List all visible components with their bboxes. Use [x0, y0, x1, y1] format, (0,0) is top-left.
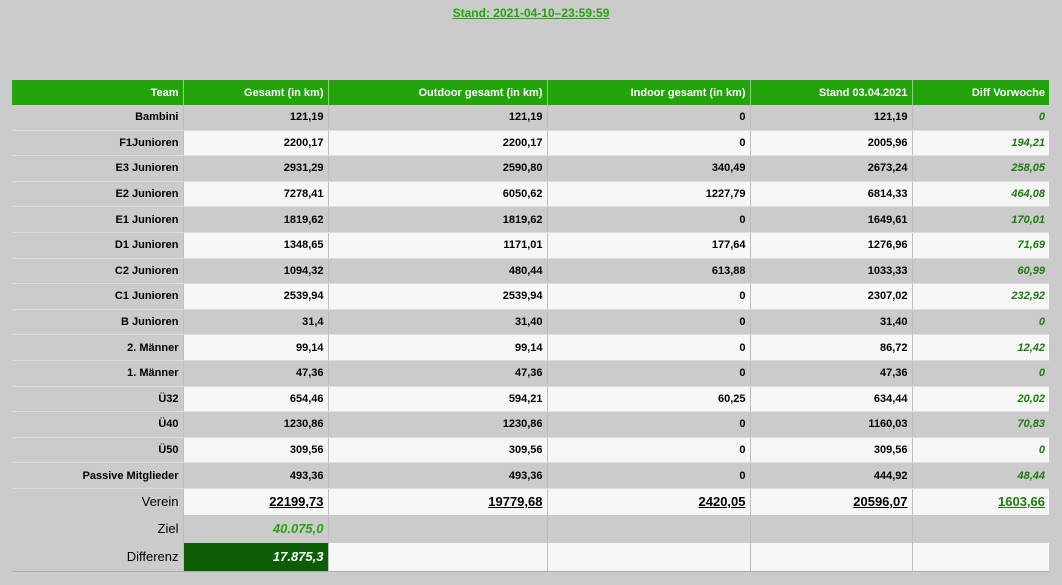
team-cell: D1 Junioren — [12, 232, 183, 258]
empty-cell — [547, 543, 750, 572]
table-row — [12, 437, 1049, 463]
header-diff: Diff Vorwoche — [912, 80, 1049, 105]
total-outdoor: 19779,68 — [328, 488, 547, 515]
stand-cell: 444,92 — [750, 463, 912, 489]
differenz-row — [12, 543, 1049, 572]
total-diff: 1603,66 — [912, 488, 1049, 515]
team-cell: C1 Junioren — [12, 284, 183, 310]
diff-cell: 0 — [912, 360, 1049, 386]
table-row — [12, 309, 1049, 335]
gesamt-cell: 493,36 — [183, 463, 328, 489]
stand-cell: 86,72 — [750, 335, 912, 361]
gesamt-cell: 1348,65 — [183, 232, 328, 258]
stand-cell: 634,44 — [750, 386, 912, 412]
indoor-cell: 0 — [547, 463, 750, 489]
stand-timestamp: Stand: 2021-04-10–23:59:59 — [452, 6, 610, 20]
stand-cell: 121,19 — [750, 105, 912, 130]
table-row — [12, 207, 1049, 233]
outdoor-cell: 309,56 — [328, 437, 547, 463]
diff-cell: 170,01 — [912, 207, 1049, 233]
outdoor-cell: 47,36 — [328, 360, 547, 386]
indoor-cell: 0 — [547, 130, 750, 156]
team-cell: 2. Männer — [12, 335, 183, 361]
total-row — [12, 488, 1049, 515]
gesamt-cell: 99,14 — [183, 335, 328, 361]
gesamt-cell: 47,36 — [183, 360, 328, 386]
team-cell: C2 Junioren — [12, 258, 183, 284]
empty-cell — [547, 515, 750, 543]
diff-cell: 70,83 — [912, 412, 1049, 438]
table-row — [12, 335, 1049, 361]
outdoor-cell: 2200,17 — [328, 130, 547, 156]
indoor-cell: 0 — [547, 207, 750, 233]
stand-cell: 1160,03 — [750, 412, 912, 438]
diff-cell: 0 — [912, 437, 1049, 463]
outdoor-cell: 1819,62 — [328, 207, 547, 233]
empty-cell — [328, 543, 547, 572]
team-cell: B Junioren — [12, 309, 183, 335]
indoor-cell: 0 — [547, 412, 750, 438]
gesamt-cell: 654,46 — [183, 386, 328, 412]
table-row — [12, 105, 1049, 130]
outdoor-cell: 2539,94 — [328, 284, 547, 310]
indoor-cell: 340,49 — [547, 156, 750, 182]
indoor-cell: 0 — [547, 105, 750, 130]
indoor-cell: 0 — [547, 284, 750, 310]
team-cell: Ü50 — [12, 437, 183, 463]
indoor-cell: 0 — [547, 335, 750, 361]
stand-cell: 47,36 — [750, 360, 912, 386]
header-gesamt: Gesamt (in km) — [183, 80, 328, 105]
stand-cell: 6814,33 — [750, 181, 912, 207]
team-cell: F1Junioren — [12, 130, 183, 156]
total-gesamt: 22199,73 — [183, 488, 328, 515]
indoor-cell: 60,25 — [547, 386, 750, 412]
team-cell: Bambini — [12, 105, 183, 130]
diff-cell: 71,69 — [912, 232, 1049, 258]
table-row — [12, 232, 1049, 258]
table-row — [12, 463, 1049, 489]
gesamt-cell: 121,19 — [183, 105, 328, 130]
table-row — [12, 181, 1049, 207]
empty-cell — [912, 543, 1049, 572]
header-row — [12, 80, 1049, 105]
diff-cell: 0 — [912, 309, 1049, 335]
stand-cell: 31,40 — [750, 309, 912, 335]
table-row — [12, 360, 1049, 386]
empty-cell — [750, 543, 912, 572]
indoor-cell: 1227,79 — [547, 181, 750, 207]
stand-cell: 1649,61 — [750, 207, 912, 233]
stand-cell: 2005,96 — [750, 130, 912, 156]
indoor-cell: 613,88 — [547, 258, 750, 284]
total-label: Verein — [12, 488, 183, 515]
table-row — [12, 156, 1049, 182]
empty-cell — [750, 515, 912, 543]
table-row — [12, 284, 1049, 310]
team-cell: Passive Mitglieder — [12, 463, 183, 489]
diff-cell: 12,42 — [912, 335, 1049, 361]
ziel-row — [12, 515, 1049, 543]
diff-cell: 258,05 — [912, 156, 1049, 182]
team-cell: Ü40 — [12, 412, 183, 438]
outdoor-cell: 493,36 — [328, 463, 547, 489]
gesamt-cell: 1819,62 — [183, 207, 328, 233]
stand-cell: 1276,96 — [750, 232, 912, 258]
gesamt-cell: 2539,94 — [183, 284, 328, 310]
gesamt-cell: 1230,86 — [183, 412, 328, 438]
km-table — [12, 80, 1049, 572]
indoor-cell: 177,64 — [547, 232, 750, 258]
gesamt-cell: 1094,32 — [183, 258, 328, 284]
gesamt-cell: 309,56 — [183, 437, 328, 463]
table-row — [12, 130, 1049, 156]
outdoor-cell: 594,21 — [328, 386, 547, 412]
diff-cell: 464,08 — [912, 181, 1049, 207]
diff-cell: 60,99 — [912, 258, 1049, 284]
table-row — [12, 386, 1049, 412]
table-row — [12, 412, 1049, 438]
gesamt-cell: 31,4 — [183, 309, 328, 335]
differenz-label: Differenz — [12, 543, 183, 572]
outdoor-cell: 6050,62 — [328, 181, 547, 207]
team-cell: E2 Junioren — [12, 181, 183, 207]
stand-cell: 1033,33 — [750, 258, 912, 284]
total-stand: 20596,07 — [750, 488, 912, 515]
outdoor-cell: 1171,01 — [328, 232, 547, 258]
diff-cell: 194,21 — [912, 130, 1049, 156]
stand-cell: 2673,24 — [750, 156, 912, 182]
indoor-cell: 0 — [547, 360, 750, 386]
ziel-value: 40.075,0 — [183, 515, 328, 543]
empty-cell — [912, 515, 1049, 543]
team-cell: 1. Männer — [12, 360, 183, 386]
outdoor-cell: 31,40 — [328, 309, 547, 335]
header-indoor: Indoor gesamt (in km) — [547, 80, 750, 105]
team-cell: E3 Junioren — [12, 156, 183, 182]
outdoor-cell: 99,14 — [328, 335, 547, 361]
team-cell: Ü32 — [12, 386, 183, 412]
diff-cell: 232,92 — [912, 284, 1049, 310]
header-outdoor: Outdoor gesamt (in km) — [328, 80, 547, 105]
empty-cell — [328, 515, 547, 543]
outdoor-cell: 480,44 — [328, 258, 547, 284]
outdoor-cell: 2590,80 — [328, 156, 547, 182]
team-cell: E1 Junioren — [12, 207, 183, 233]
stand-cell: 2307,02 — [750, 284, 912, 310]
differenz-value: 17.875,3 — [183, 543, 328, 572]
outdoor-cell: 1230,86 — [328, 412, 547, 438]
gesamt-cell: 7278,41 — [183, 181, 328, 207]
stand-cell: 309,56 — [750, 437, 912, 463]
outdoor-cell: 121,19 — [328, 105, 547, 130]
ziel-label: Ziel — [12, 515, 183, 543]
header-stand: Stand 03.04.2021 — [750, 80, 912, 105]
diff-cell: 20,02 — [912, 386, 1049, 412]
diff-cell: 0 — [912, 105, 1049, 130]
gesamt-cell: 2200,17 — [183, 130, 328, 156]
indoor-cell: 0 — [547, 309, 750, 335]
header-team: Team — [12, 80, 183, 105]
diff-cell: 48,44 — [912, 463, 1049, 489]
gesamt-cell: 2931,29 — [183, 156, 328, 182]
total-indoor: 2420,05 — [547, 488, 750, 515]
indoor-cell: 0 — [547, 437, 750, 463]
table-row — [12, 258, 1049, 284]
